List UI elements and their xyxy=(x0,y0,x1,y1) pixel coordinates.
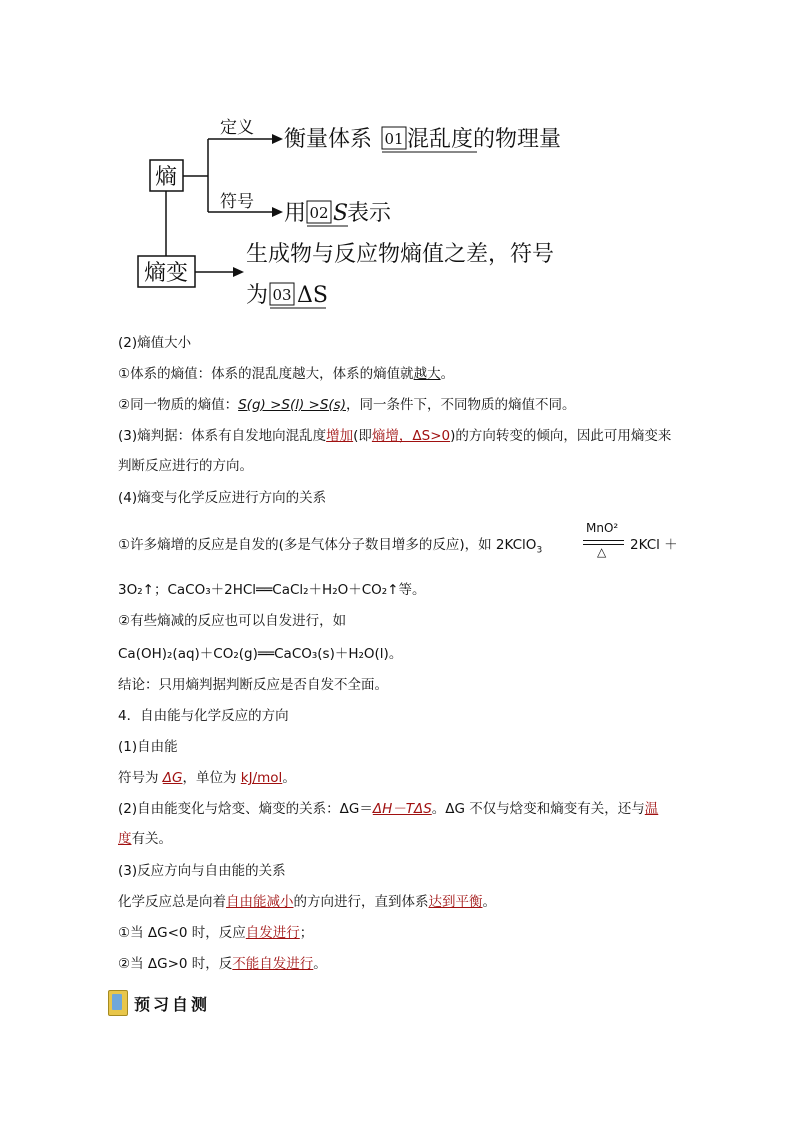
change-var: ΔS xyxy=(297,283,328,308)
symbol-post: 表示 xyxy=(347,201,392,226)
free-energy-symbol-line: 符号为 ΔG，单位为 kJ/mol。 xyxy=(118,770,296,786)
entropy-concept-diagram xyxy=(0,0,794,320)
free-energy-relation-cont: 度有关。 xyxy=(118,831,172,847)
entropy-box-label: 熵 xyxy=(154,165,178,190)
entropy-direction-heading: (4)熵变与化学反应进行方向的关系 xyxy=(118,490,327,506)
change-num: 03 xyxy=(272,286,292,304)
definition-post: 混乱度的物理量 xyxy=(407,127,562,152)
symbol-label: 符号 xyxy=(220,192,254,212)
symbol-num: 02 xyxy=(309,204,329,222)
entropy-increase-example: ①许多熵增的反应是自发的(多是气体分子数目增多的反应)，如 2KClO$_3$ xyxy=(118,537,543,556)
heat-symbol: △ xyxy=(597,545,607,559)
definition-pre: 衡量体系 xyxy=(284,127,373,152)
change-line1: 生成物与反应物熵值之差，符号 xyxy=(246,242,555,267)
system-entropy-line: ①体系的熵值：体系的混乱度越大，体系的熵值就越大。 xyxy=(118,366,455,382)
preview-self-test-header xyxy=(108,990,210,1016)
conclusion-line: 结论：只用熵判据判断反应是否自发不全面。 xyxy=(118,677,388,693)
same-substance-entropy-line: ②同一物质的熵值：S(g) >S(l) >S(s)，同一条件下，不同物质的熵值不同。 xyxy=(118,397,576,413)
positive-delta-g-line: ②当 ΔG>0 时，反不能自发进行。 xyxy=(118,956,327,972)
definition-label: 定义 xyxy=(220,118,254,138)
symbol-pre: 用 xyxy=(284,201,307,226)
book-icon xyxy=(108,990,128,1016)
entropy-value-heading: (2)熵值大小 xyxy=(118,335,192,351)
svg-text:衡量体系 xyxy=(284,127,372,152)
entropy-change-box-label: 熵变 xyxy=(143,261,189,286)
entropy-criterion-line: (3)熵判据：体系有自发地向混乱度增加(即熵增，ΔS>0)的方向转变的倾向，因此可用熵变来 xyxy=(118,428,672,444)
free-energy-subheading: (1)自由能 xyxy=(118,739,178,755)
reaction-arrow xyxy=(583,540,624,541)
section-title: 预习自测 xyxy=(134,994,211,1014)
entropy-criterion-cont: 判断反应进行的方向。 xyxy=(118,458,253,474)
catalyst-label: MnO² xyxy=(586,521,619,535)
change-pre: 为 xyxy=(246,283,269,308)
entropy-increase-example-cont: 3O₂↑；CaCO₃＋2HCl══CaCl₂＋H₂O＋CO₂↑等。 xyxy=(118,582,426,598)
entropy-decrease-line: ②有些熵减的反应也可以自发进行，如 xyxy=(118,613,347,629)
symbol-var: S xyxy=(333,201,349,226)
entropy-increase-product: 2KCl ＋ xyxy=(630,537,678,553)
free-energy-heading: 4．自由能与化学反应的方向 xyxy=(118,708,289,724)
negative-delta-g-line: ①当 ΔG<0 时，反应自发进行； xyxy=(118,925,314,941)
direction-free-energy-heading: (3)反应方向与自由能的关系 xyxy=(118,863,286,879)
free-energy-relation-line: (2)自由能变化与焓变、熵变的关系：ΔG＝ΔH－TΔS。ΔG 不仅与焓变和熵变有关，还与温 xyxy=(118,801,659,817)
entropy-decrease-equation: Ca(OH)₂(aq)＋CO₂(g)══CaCO₃(s)＋H₂O(l)。 xyxy=(118,646,403,662)
definition-num: 01 xyxy=(384,130,404,148)
reaction-direction-line: 化学反应总是向着自由能减小的方向进行，直到体系达到平衡。 xyxy=(118,894,496,910)
